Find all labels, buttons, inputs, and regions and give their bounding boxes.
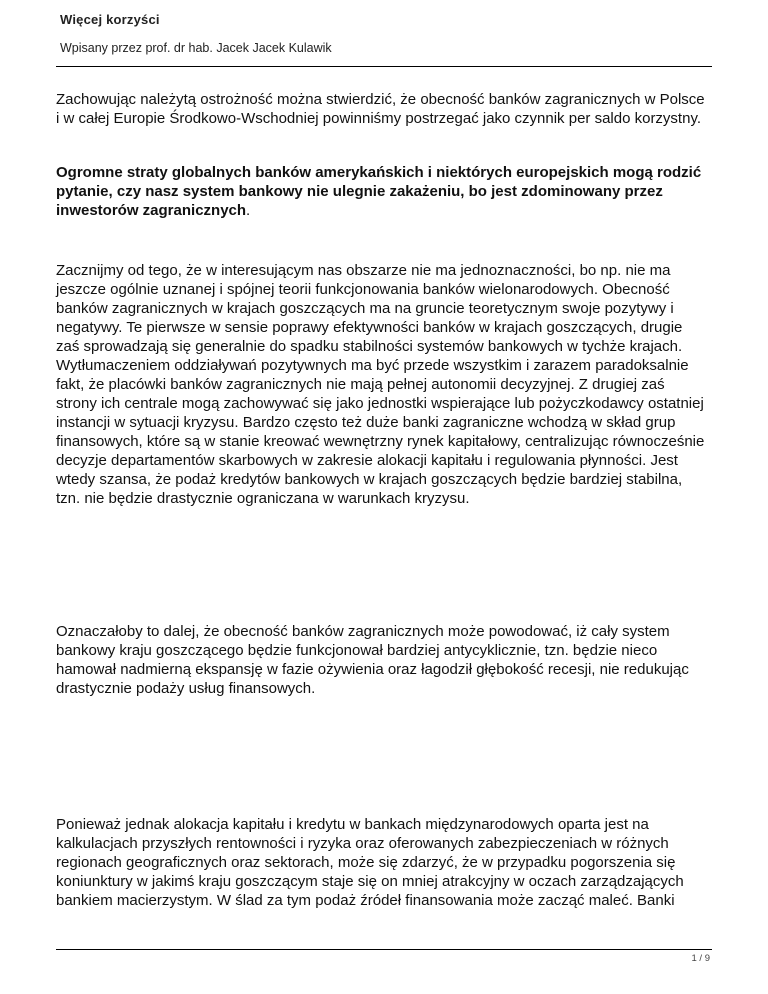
footer-divider bbox=[56, 949, 712, 950]
page-number: 1 / 9 bbox=[691, 953, 710, 964]
author-byline: Wpisany przez prof. dr hab. Jacek Jacek Kulawik bbox=[60, 41, 332, 55]
article-title: Więcej korzyści bbox=[60, 12, 160, 27]
page-header bbox=[56, 0, 712, 67]
lead-bold-text: Ogromne straty globalnych banków amerykańskich i niektórych europejskich mogą rodzić pytanie, czy nasz system bankowy nie ulegnie zakażeniu, bo jest zdominowany przez inwestorów zagranicznych bbox=[56, 164, 702, 219]
paragraph-lead bbox=[56, 163, 708, 220]
paragraph-theory: Zacznijmy od tego, że w interesującym nas obszarze nie ma jednoznaczności, bo np. nie ma jeszcze ogólnie uznanej i spójnej teorii funkcjonowania banków wielonarodowych. Obecność banków zagranicznych w krajach goszczących ma na gruncie teoretycznym swoje pozytywy i negatywy. Te pierwsze w sensie poprawy efektywności banków w krajach goszczących, drugie zaś sprowadzają się generalnie do spadku stabilności systemów bankowych w tychże krajach. Wytłumaczeniem oddziaływań pozytywnych ma być przede wszystkim i zarazem paradoksalnie fakt, że placówki banków zagranicznych nie mają pełnej autonomii decyzyjnej. Z drugiej zaś strony ich centrale mogą zachowywać się jako jednostki wspierające lub pożyczkodawcy ostatniej instancji w sytuacji kryzysu. Bardzo często też duże banki zagraniczne wchodzą w skład grup finansowych, które są w stanie kreować wewnętrzny rynek kapitałowy, centralizując równocześnie decyzje departamentów skarbowych w zakresie alokacji kapitału i regulowania płynności. Jest wtedy szansa, że podaż kredytów bankowych w krajach goszczących będzie bardziej stabilna, tzn. nie będzie drastycznie ograniczana w warunkach kryzysu. bbox=[56, 262, 705, 507]
paragraph-intro: Zachowując należytą ostrożność można stwierdzić, że obecność banków zagranicznych w Polsce i w całej Europie Środkowo-Wschodniej powinniśmy postrzegać jako czynnik per saldo korzystny. bbox=[56, 91, 705, 127]
paragraph-allocation: Ponieważ jednak alokacja kapitału i kredytu w bankach międzynarodowych oparta jest na kalkulacjach przyszłych rentowności i ryzyka oraz oferowanych zabezpieczeniach w różnych regionach geograficznych oraz sektorach, może się zdarzyć, że w przypadku pogorszenia się koniunktury w jakimś kraju goszczącym staje się on mniej atrakcyjny w oczach zarządzających bankiem macierzystym. W ślad za tym podaż źródeł finansowania może zacząć maleć. Banki bbox=[56, 816, 684, 909]
paragraph-countercyclical: Oznaczałoby to dalej, że obecność banków zagranicznych może powodować, iż cały system bankowy kraju goszczącego będzie funkcjonował bardziej antycyklicznie, tzn. będzie nieco hamował nadmierną ekspansję w fazie ożywienia oraz łagodził głębokość recesji, nie redukując drastycznie podaży usług finansowych. bbox=[56, 623, 689, 697]
lead-period: . bbox=[246, 202, 251, 219]
